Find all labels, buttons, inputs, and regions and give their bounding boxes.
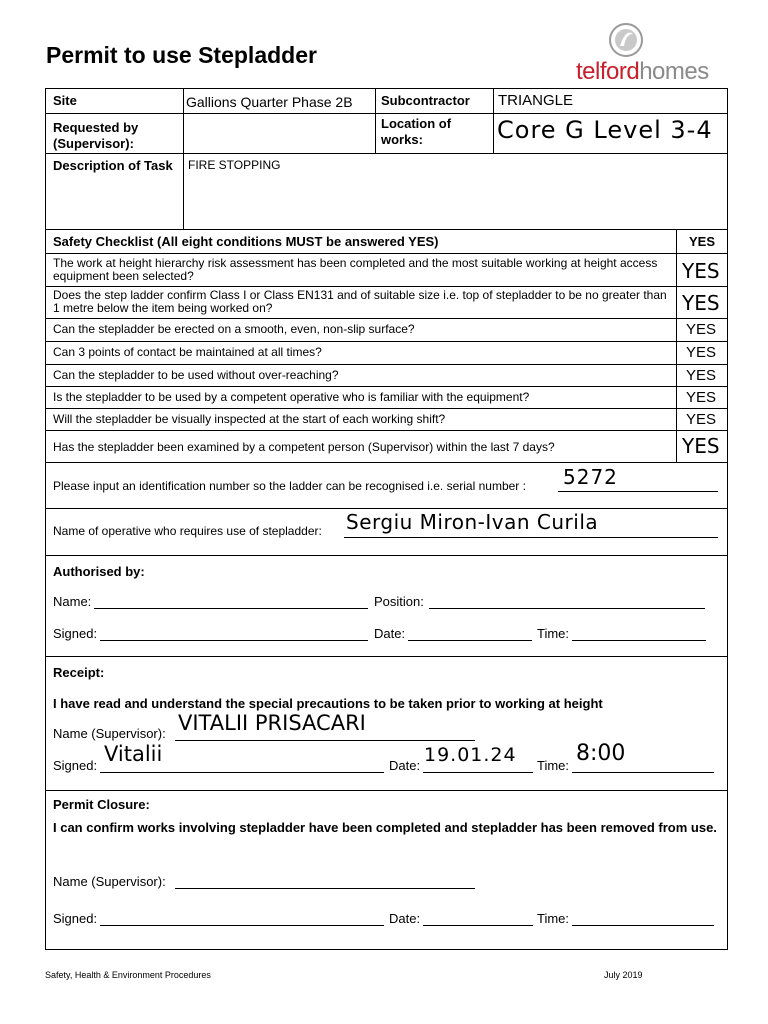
checklist-answer: YES bbox=[686, 367, 717, 384]
authorised-heading: Authorised by: bbox=[53, 564, 145, 579]
checklist-yes-heading: YES bbox=[689, 234, 716, 249]
closure-signed-label: Signed: bbox=[53, 911, 98, 926]
footer-left-text: Safety, Health & Environment Procedures bbox=[45, 970, 211, 980]
checklist-question: Is the stepladder to be used by a competent operative who is familiar with the equipment? bbox=[53, 390, 530, 404]
closure-date-label: Date: bbox=[389, 911, 421, 926]
authorised-date-label: Date: bbox=[374, 626, 406, 641]
checklist-question: The work at height hierarchy risk assessment has been completed and the most suitable working at height access equipment been selected? bbox=[53, 256, 658, 283]
page-title: Permit to use Stepladder bbox=[46, 42, 317, 68]
closure-statement: I can confirm works involving stepladder have been completed and stepladder has been removed from use. bbox=[53, 820, 717, 835]
authorised-name-label: Name: bbox=[53, 594, 92, 609]
receipt-signed-label: Signed: bbox=[53, 758, 98, 773]
receipt-date-label: Date: bbox=[389, 758, 421, 773]
closure-time-label: Time: bbox=[537, 911, 570, 926]
site-value: Gallions Quarter Phase 2B bbox=[186, 94, 353, 110]
requested-by-label: Requested by (Supervisor): bbox=[53, 120, 139, 151]
receipt-signature: Vitalii bbox=[104, 742, 163, 766]
description-value: FIRE STOPPING bbox=[188, 158, 281, 172]
checklist-question: Will the stepladder be visually inspected at the start of each working shift? bbox=[53, 412, 446, 426]
subcontractor-value: TRIANGLE bbox=[498, 92, 574, 109]
checklist-heading: Safety Checklist (All eight conditions MUST be answered YES) bbox=[53, 234, 439, 249]
serial-number-label: Please input an identification number so the ladder can be recognised i.e. serial number : bbox=[53, 479, 526, 493]
closure-heading: Permit Closure: bbox=[53, 797, 150, 812]
closure-name-label: Name (Supervisor): bbox=[53, 874, 166, 889]
description-label: Description of Task bbox=[53, 158, 173, 173]
checklist-answer: YES bbox=[682, 259, 720, 283]
site-label: Site bbox=[53, 93, 77, 108]
checklist-answer: YES bbox=[686, 321, 717, 338]
checklist-answer: YES bbox=[682, 434, 720, 458]
receipt-heading: Receipt: bbox=[53, 665, 105, 680]
subcontractor-label: Subcontractor bbox=[381, 93, 470, 108]
checklist-question: Does the step ladder confirm Class I or Class EN131 and of suitable size i.e. top of stepladder to be no greater than 1 metre below the item being worked on? bbox=[53, 288, 667, 315]
receipt-statement: I have read and understand the special precautions to be taken prior to working at height bbox=[53, 696, 603, 711]
operative-value: Sergiu Miron-Ivan Curila bbox=[346, 510, 599, 534]
checklist-answer: YES bbox=[686, 411, 717, 428]
checklist-answer: YES bbox=[686, 389, 717, 406]
authorised-time-label: Time: bbox=[537, 626, 570, 641]
operative-label: Name of operative who requires use of stepladder: bbox=[53, 524, 322, 538]
telford-homes-logo bbox=[570, 18, 720, 88]
logo-brand-telford: telford bbox=[576, 58, 640, 85]
checklist-question: Can 3 points of contact be maintained at all times? bbox=[53, 345, 322, 359]
checklist-answer: YES bbox=[686, 344, 717, 361]
footer-right-text: July 2019 bbox=[604, 970, 643, 980]
receipt-date-value: 19.01.24 bbox=[424, 744, 517, 766]
receipt-time-label: Time: bbox=[537, 758, 570, 773]
logo-emblem-icon bbox=[606, 20, 646, 60]
authorised-signed-label: Signed: bbox=[53, 626, 98, 641]
location-value: Core G Level 3-4 bbox=[497, 116, 713, 144]
location-label: Location of works: bbox=[381, 116, 452, 147]
checklist-answer: YES bbox=[682, 291, 720, 315]
checklist-question: Has the stepladder been examined by a competent person (Supervisor) within the last 7 days? bbox=[53, 440, 555, 454]
logo-brand-homes: homes bbox=[639, 58, 709, 85]
receipt-name-value: VITALII PRISACARI bbox=[178, 711, 366, 735]
authorised-position-label: Position: bbox=[374, 594, 424, 609]
checklist-question: Can the stepladder be erected on a smooth, even, non-slip surface? bbox=[53, 322, 415, 336]
checklist-question: Can the stepladder to be used without over-reaching? bbox=[53, 368, 339, 382]
receipt-time-value: 8:00 bbox=[576, 741, 626, 766]
serial-number-value: 5272 bbox=[563, 465, 618, 489]
receipt-name-label: Name (Supervisor): bbox=[53, 726, 166, 741]
